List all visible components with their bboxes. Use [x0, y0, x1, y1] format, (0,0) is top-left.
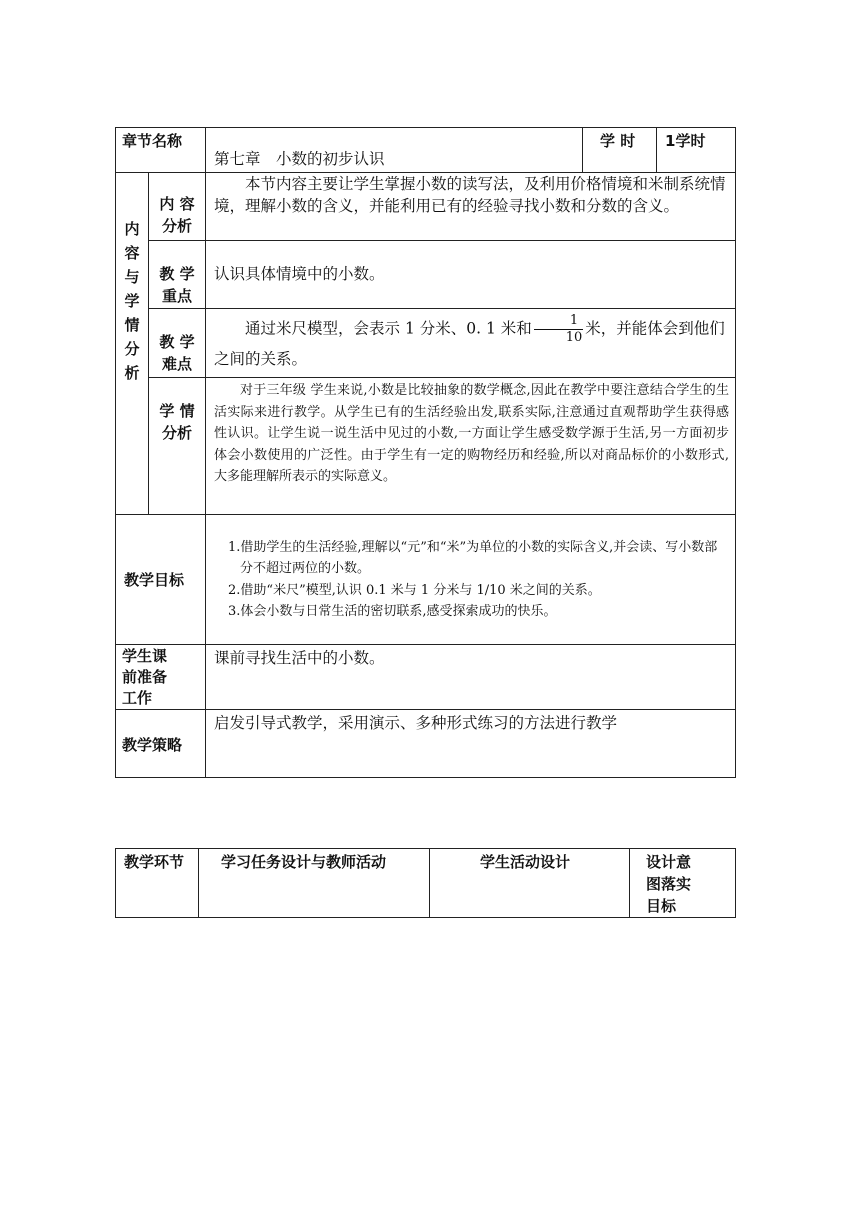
key-points-text: 认识具体情境中的小数。: [214, 265, 385, 283]
content-analysis-cell: [206, 173, 736, 241]
content-analysis-text: 本节内容主要让学生掌握小数的读写法，及利用价格情境和米制系统情境，理解小数的含义，并能利用已有的经验寻找小数和分数的含义。: [214, 175, 726, 215]
prep-cell: [206, 645, 736, 710]
one-tenth-fraction: [534, 313, 584, 346]
key-points-label-cell: [149, 241, 206, 309]
goal-item: 1.借助学生的生活经验,理解以“元”和“米”为单位的小数的实际含义,并会读、写小数部分不超过两位的小数。: [228, 539, 718, 576]
fraction-denominator: 10: [565, 330, 583, 345]
fraction-numerator: 1: [534, 313, 584, 330]
hours-value: 1学时: [665, 132, 706, 150]
student-analysis-label-cell: [149, 378, 206, 515]
prep-text: 课前寻找生活中的小数。: [214, 649, 385, 667]
process-table: [115, 848, 736, 918]
hours-value-cell: [657, 128, 736, 173]
difficulties-label: 教 学 难点: [159, 333, 195, 373]
student-analysis-label: 学 情 分析: [159, 402, 195, 442]
process-col-stage: [116, 849, 199, 918]
process-col-teacher: [199, 849, 430, 918]
student-analysis-cell: [206, 378, 736, 515]
process-col-intent: [630, 849, 736, 918]
process-col-intent-label: 设计意图落实目标: [646, 853, 692, 915]
content-analysis-label-cell: [149, 173, 206, 241]
goals-cell: [206, 515, 736, 645]
difficulties-cell: [206, 309, 736, 378]
goal-item: 3.体会小数与日常生活的密切联系,感受探索成功的快乐。: [228, 604, 557, 619]
difficulties-text-before: 通过米尺模型，会表示 1 分米、0. 1 米和: [245, 319, 532, 338]
process-col-stage-label: 教学环节: [124, 853, 185, 871]
lesson-plan-table: [115, 127, 736, 778]
strategy-label: 教学策略: [122, 736, 183, 754]
hours-label-cell: [583, 128, 657, 173]
strategy-label-cell: [116, 710, 206, 778]
chapter-name-label-cell: [116, 128, 206, 173]
content-analysis-label: 内 容 分析: [159, 195, 195, 235]
prep-label-cell: [116, 645, 206, 710]
goals-label-cell: [116, 515, 206, 645]
goal-item: 2.借助“米尺”模型,认识 0.1 米与 1 分米与 1/10 米之间的关系。: [228, 582, 601, 598]
analysis-group-label: 内容与学情分析: [124, 220, 140, 382]
difficulties-text-after: 米，并能体会到他们之间的关系。: [214, 319, 725, 368]
analysis-group-cell: [116, 173, 149, 515]
goals-list: [206, 537, 735, 623]
difficulties-text: [206, 309, 735, 372]
strategy-text: 启发引导式教学，采用演示、多种形式练习的方法进行教学: [214, 714, 618, 732]
goals-label: 教学目标: [124, 571, 185, 589]
hours-label: 学 时: [600, 132, 636, 150]
process-col-student-label: 学生活动设计: [480, 853, 571, 871]
prep-label: 学生课前准备工作: [122, 647, 168, 707]
student-analysis-text: 对于三年级 学生来说,小数是比较抽象的数学概念,因此在教学中要注意结合学生的生活实际来进行教学。从学生已有的生活经验出发,联系实际,注意通过直观帮助学生获得感性认识。让学生说一说生活中见过的小数,一方面让学生感受数学源于生活,另一方面初步体会小数使用的广泛性。由于学生有一定的购物经历和经验,所以对商品标价的小数形式,大多能理解所表示的实际意义。: [214, 383, 730, 484]
process-col-student: [430, 849, 630, 918]
key-points-label: 教 学 重点: [159, 265, 195, 305]
strategy-cell: [206, 710, 736, 778]
chapter-name-value: 第七章 小数的初步认识: [214, 150, 385, 168]
chapter-name-label: 章节名称: [122, 132, 183, 150]
difficulties-label-cell: [149, 309, 206, 378]
process-col-teacher-label: 学习任务设计与教师活动: [221, 853, 387, 871]
chapter-name-value-cell: [206, 128, 583, 173]
key-points-cell: [206, 241, 736, 309]
